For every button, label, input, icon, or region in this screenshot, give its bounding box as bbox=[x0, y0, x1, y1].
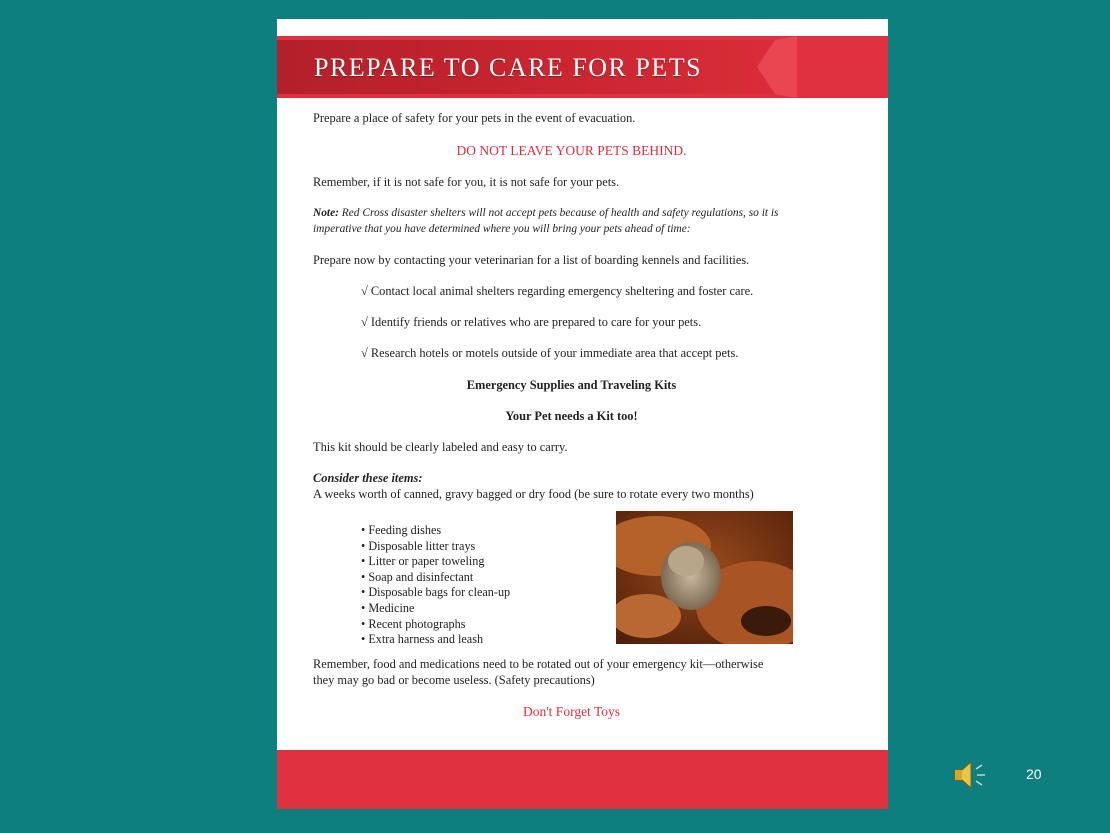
kit-description: This kit should be clearly labeled and easy to carry. bbox=[313, 440, 568, 454]
kits-heading: Emergency Supplies and Traveling Kits bbox=[466, 378, 677, 392]
supply-list bbox=[361, 523, 510, 648]
note-text: Red Cross disaster shelters will not accept pets because of health and safety regulations, so it is imperative that you have determined where you will bring your pets ahead of time: bbox=[313, 207, 779, 235]
checklist-item: √ Research hotels or motels outside of your immediate area that accept pets. bbox=[361, 346, 739, 360]
photo-illustration bbox=[616, 511, 793, 644]
note-paragraph bbox=[313, 205, 793, 237]
footer-band bbox=[277, 750, 888, 809]
kit-subheading: Your Pet needs a Kit too! bbox=[505, 409, 638, 423]
page-title: PREPARE TO CARE FOR PETS bbox=[314, 53, 703, 82]
intro-text: Prepare a place of safety for your pets in the event of evacuation. bbox=[313, 111, 636, 125]
note-label: Note: bbox=[313, 207, 339, 219]
list-item: • Disposable litter trays bbox=[361, 539, 510, 555]
toys-text: Don't Forget Toys bbox=[523, 704, 620, 719]
slide-page bbox=[277, 19, 888, 809]
food-line: A weeks worth of canned, gravy bagged or dry food (be sure to rotate every two months) bbox=[313, 487, 754, 501]
title-banner bbox=[277, 36, 888, 98]
list-item: • Litter or paper toweling bbox=[361, 554, 510, 570]
list-item: • Disposable bags for clean-up bbox=[361, 585, 510, 601]
checklist-item: √ Identify friends or relatives who are prepared to care for your pets. bbox=[361, 315, 702, 329]
checklist-item: √ Contact local animal shelters regarding emergency sheltering and foster care. bbox=[361, 284, 754, 298]
speaker-icon[interactable] bbox=[952, 758, 988, 792]
slide-number: 20 bbox=[1026, 766, 1042, 782]
remember-text: Remember, if it is not safe for you, it is not safe for your pets. bbox=[313, 175, 620, 189]
prepare-now-text: Prepare now by contacting your veterinarian for a list of boarding kennels and facilities. bbox=[313, 253, 750, 267]
list-item: • Medicine bbox=[361, 601, 510, 617]
rotate-text-line1: Remember, food and medications need to be rotated out of your emergency kit—otherwise bbox=[313, 657, 764, 671]
rotate-text-line2: they may go bad or become useless. (Safety precautions) bbox=[313, 673, 595, 687]
list-item: • Extra harness and leash bbox=[361, 632, 510, 648]
list-item: • Recent photographs bbox=[361, 617, 510, 633]
warning-text: DO NOT LEAVE YOUR PETS BEHIND. bbox=[456, 143, 687, 158]
list-item: • Feeding dishes bbox=[361, 523, 510, 539]
consider-label: Consider these items: bbox=[313, 471, 423, 485]
cat-and-dog-photo bbox=[616, 511, 793, 644]
list-item: • Soap and disinfectant bbox=[361, 570, 510, 586]
